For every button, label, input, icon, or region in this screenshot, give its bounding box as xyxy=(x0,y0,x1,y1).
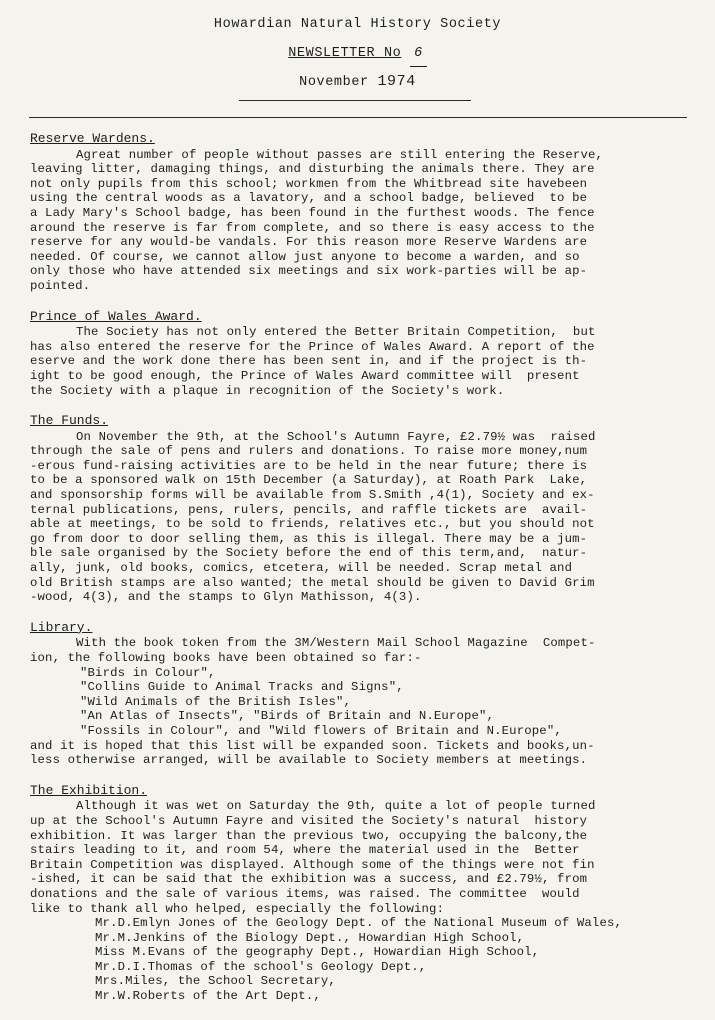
newsletter-body xyxy=(30,132,695,1020)
paragraph-line: donations and the sale of various items, was raised. The committee would xyxy=(30,886,580,901)
paragraph-line: old British stamps are also wanted; the metal should be given to David Grim xyxy=(30,575,595,590)
paragraph-line: Although it was wet on Saturday the 9th, quite a lot of people turned xyxy=(76,799,596,814)
section-library xyxy=(30,621,695,768)
paragraph-line: around the reserve is far from complete, and so there is easy access to the xyxy=(30,220,595,235)
paragraph-line: leaving litter, damaging things, and disturbing the animals there. They are xyxy=(30,162,595,177)
issue-month: November xyxy=(299,75,369,90)
paragraph-line: through the sale of pens and rulers and donations. To raise more money,num xyxy=(30,444,588,459)
section-heading: The Funds. xyxy=(30,413,109,429)
paragraph-line: -wood, 4(3), and the stamps to Glyn Mathisson, 4(3). xyxy=(30,590,422,605)
thanks-entry: Mr.W.Roberts of the Art Dept., xyxy=(95,989,321,1004)
newsletter-title xyxy=(0,42,715,67)
paragraph-line: ternal publications, pens, rulers, pencils, and raffle tickets are avail- xyxy=(30,502,588,517)
book-title: "Wild Animals of the British Isles", xyxy=(80,694,352,709)
book-title: "Birds in Colour", xyxy=(80,665,216,680)
paragraph-line: and it is hoped that this list will be expanded soon. Tickets and books,un- xyxy=(30,738,595,753)
paragraph-line: not only pupils from this school; workmen from the Whitbread site havebeen xyxy=(30,176,588,191)
paragraph-line: the Society with a plaque in recognition of the Society's work. xyxy=(30,383,505,398)
paragraph-line: Britain Competition was displayed. Although some of the things were not fin xyxy=(30,857,595,872)
section-heading: The Exhibition. xyxy=(30,782,148,798)
section-the-funds xyxy=(30,414,695,605)
paragraph-line: reserve for any would-be vandals. For this reason more Reserve Wardens are xyxy=(30,235,588,250)
masthead-divider xyxy=(239,100,471,101)
paragraph-line: has also entered the reserve for the Prince of Wales Award. A report of the xyxy=(30,339,595,354)
thanks-entry: Mr.D.I.Thomas of the school's Geology Dept., xyxy=(95,959,427,974)
thanks-entry: Mr.M.Jenkins of the Biology Dept., Howardian High School, xyxy=(95,930,525,945)
paragraph-line: less otherwise arranged, will be available to Society members at meetings. xyxy=(30,753,588,768)
paragraph-line: only those who have attended six meetings and six work-parties will be ap- xyxy=(30,264,588,279)
page-divider xyxy=(29,117,687,118)
paragraph-line: using the central woods as a lavatory, and a school badge, believed to be xyxy=(30,191,588,206)
book-title: "An Atlas of Insects", "Birds of Britain and N.Europe", xyxy=(80,709,495,724)
paragraph-line: like to thank all who helped, especially the following: xyxy=(30,901,445,916)
thanks-entry: Mrs.Miles, the School Secretary, xyxy=(95,974,336,989)
section-the-exhibition xyxy=(30,784,695,1004)
paragraph-line: and sponsorship forms will be available from S.Smith ,4(1), Society and ex- xyxy=(30,488,595,503)
paragraph-line: a Lady Mary's School badge, has been found in the furthest woods. The fence xyxy=(30,205,595,220)
newsletter-label: NEWSLETTER No xyxy=(288,46,402,61)
thanks-entry: Miss M.Evans of the geography Dept., Howardian High School, xyxy=(95,945,540,960)
paragraph-line: ion, the following books have been obtained so far:- xyxy=(30,651,422,665)
issue-year: 1974 xyxy=(377,73,416,90)
paragraph-line: pointed. xyxy=(30,278,91,293)
paragraph-line: ally, junk, old books, comics, etcetera, will be needed. Scrap metal and xyxy=(30,561,573,576)
paragraph-line: On November the 9th, at the School's Autumn Fayre, £2.79½ was raised xyxy=(76,429,596,444)
thanks-entry: Mr.D.Emlyn Jones of the Geology Dept. of the National Museum of Wales, xyxy=(95,916,623,931)
paragraph-line: -ished, it can be said that the exhibition was a success, and £2.79½, from xyxy=(30,872,588,887)
masthead xyxy=(0,14,715,94)
paragraph-line: -erous fund-raising activities are to be held in the near future; there is xyxy=(30,458,588,473)
paragraph-line: needed. Of course, we cannot allow just anyone to become a warden, and so xyxy=(30,249,580,264)
paragraph-line: eserve and the work done there has been sent in, and if the project is th- xyxy=(30,354,588,369)
issue-date xyxy=(0,71,715,94)
section-reserve-wardens xyxy=(30,132,695,294)
section-heading: Prince of Wales Award. xyxy=(30,308,202,324)
newsletter-number: 6 xyxy=(410,42,427,67)
paragraph-line: stairs leading to it, and room 54, where the material used in the Better xyxy=(30,843,580,858)
section-heading: Library. xyxy=(30,619,93,635)
paragraph-line: ble sale organised by the Society before the end of this term,and, natur- xyxy=(30,546,588,561)
paragraph-line: exhibition. It was larger than the previous two, occupying the balcony,the xyxy=(30,828,588,843)
paragraph-line: Agreat number of people without passes are still entering the Reserve, xyxy=(76,147,604,162)
section-prince-of-wales-award xyxy=(30,310,695,399)
paragraph-line: The Society has not only entered the Better Britain Competition, but xyxy=(76,325,596,340)
paragraph-line: up at the School's Autumn Fayre and visited the Society's natural history xyxy=(30,813,588,828)
book-title: "Fossils in Colour", and "Wild flowers of Britain and N.Europe", xyxy=(80,723,562,738)
paragraph-line: to be a sponsored walk on 15th December (a Saturday), at Roath Park Lake, xyxy=(30,473,588,488)
society-name: Howardian Natural History Society xyxy=(213,17,502,32)
paragraph-line: able at meetings, to be sold to friends, relatives etc., but you should not xyxy=(30,517,595,532)
paragraph-line: go from door to door selling them, as this is illegal. There may be a jum- xyxy=(30,531,588,546)
paragraph-line: With the book token from the 3M/Western Mail School Magazine Compet- xyxy=(76,636,596,651)
paragraph-line: ight to be good enough, the Prince of Wales Award committee will present xyxy=(30,368,580,383)
section-heading: Reserve Wardens. xyxy=(30,131,155,146)
book-title: "Collins Guide to Animal Tracks and Signs", xyxy=(80,680,404,695)
